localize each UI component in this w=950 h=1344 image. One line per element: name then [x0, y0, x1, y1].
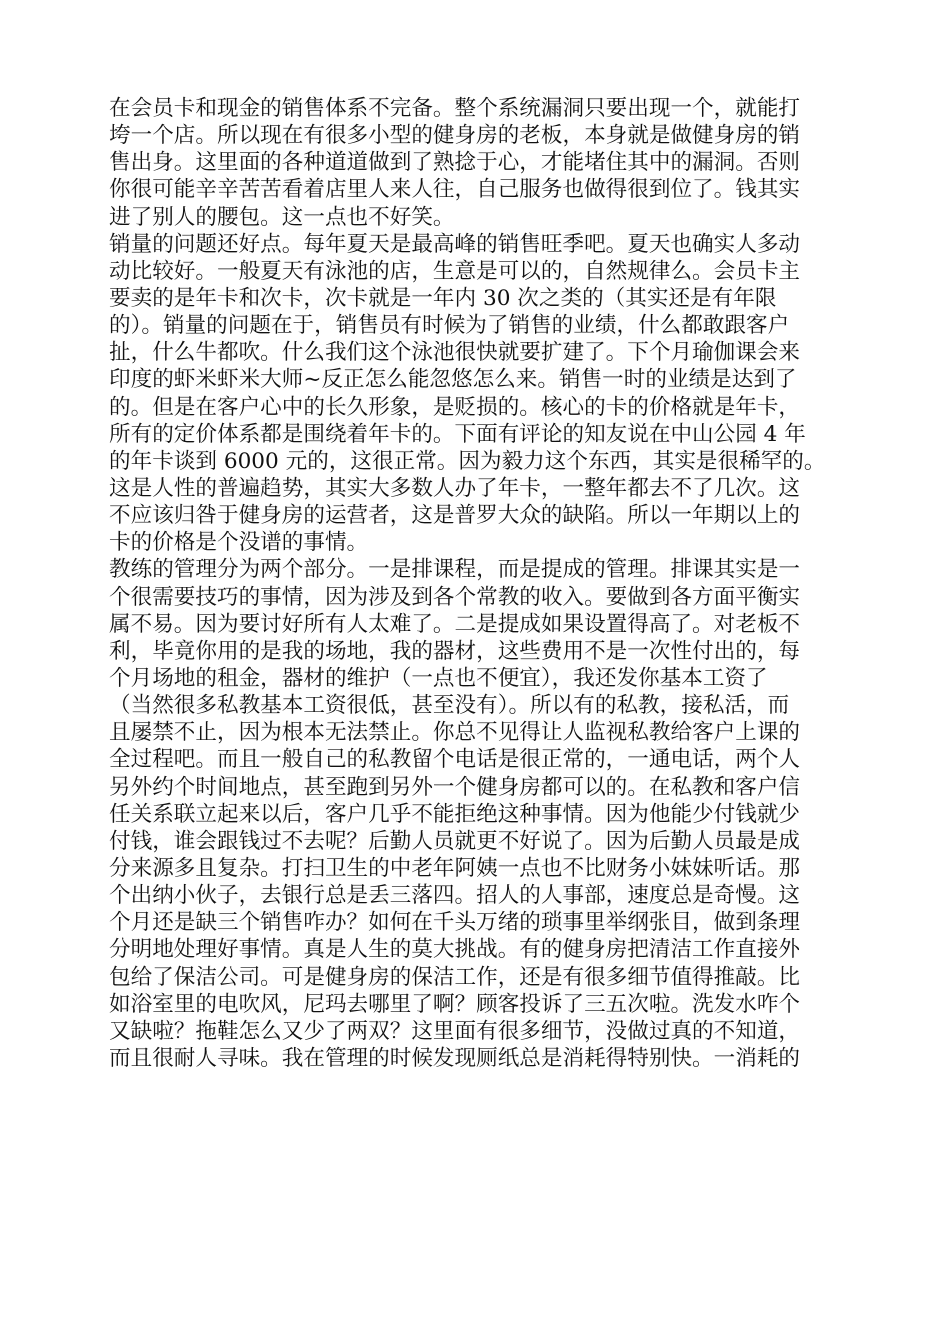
text-line: 分来源多且复杂。打扫卫生的中老年阿姨一点也不比财务小妹妹听话。那 [109, 855, 801, 881]
text-line: 个月场地的租金，器材的维护（一点也不便宜），我还发你基本工资了 [109, 665, 768, 691]
text-line: 且屡禁不止，因为根本无法禁止。你总不见得让人监视私教给客户上课的 [109, 720, 801, 746]
text-line: 全过程吧。而且一般自己的私教留个电话是很正常的，一通电话，两个人 [109, 747, 801, 773]
text-line: 任关系联立起来以后，客户几乎不能拒绝这种事情。因为他能少付钱就少 [109, 801, 801, 827]
body-text [109, 95, 889, 1072]
text-line: 垮一个店。所以现在有很多小型的健身房的老板，本身就是做健身房的销 [109, 123, 801, 149]
text-line: 又缺啦？拖鞋怎么又少了两双？这里面有很多细节，没做过真的不知道， [109, 1018, 801, 1044]
text-line: 的。但是在客户心中的长久形象，是贬损的。核心的卡的价格就是年卡， [109, 394, 801, 420]
text-line: 利，毕竟你用的是我的场地，我的器材，这些费用不是一次性付出的，每 [109, 638, 801, 664]
text-line: 分明地处理好事情。真是人生的莫大挑战。有的健身房把清洁工作直接外 [109, 937, 801, 963]
text-line: 的）。销量的问题在于，销售员有时候为了销售的业绩，什么都敢跟客户 [109, 313, 790, 339]
text-line: 在会员卡和现金的销售体系不完备。整个系统漏洞只要出现一个，就能打 [109, 96, 801, 121]
text-line: 动比较好。一般夏天有泳池的店，生意是可以的，自然规律么。会员卡主 [109, 258, 801, 284]
text-line: 扯，什么牛都吹。什么我们这个泳池很快就要扩建了。下个月瑜伽课会来 [109, 340, 801, 366]
text-line: 属不易。因为要讨好所有人太难了。二是提成如果设置得高了。对老板不 [109, 611, 801, 637]
text-line: 的年卡谈到 6000 元的，这很正常。因为毅力这个东西，其实是很稀罕的。 [109, 448, 826, 474]
text-line: 不应该归咎于健身房的运营者，这是普罗大众的缺陷。所以一年期以上的 [109, 503, 801, 529]
text-line: 另外约个时间地点，甚至跑到另外一个健身房都可以的。在私教和客户信 [109, 774, 801, 800]
text-line: 个月还是缺三个销售咋办？如何在千头万绪的琐事里举纲张目，做到条理 [109, 910, 801, 936]
text-line: 进了别人的腰包。这一点也不好笑。 [109, 204, 455, 230]
text-line: 个很需要技巧的事情，因为涉及到各个常教的收入。要做到各方面平衡实 [109, 584, 801, 610]
text-line: 要卖的是年卡和次卡，次卡就是一年内 30 次之类的（其实还是有年限 [109, 285, 777, 311]
text-line: 所有的定价体系都是围绕着年卡的。下面有评论的知友说在中山公园 4 年 [109, 421, 806, 447]
text-line: 个出纳小伙子，去银行总是丢三落四。招人的人事部，速度总是奇慢。这 [109, 883, 801, 909]
text-line: 如浴室里的电吹风，尼玛去哪里了啊？顾客投诉了三五次啦。洗发水咋个 [109, 991, 801, 1017]
text-line: 教练的管理分为两个部分。一是排课程，而是提成的管理。排课其实是一 [109, 557, 801, 583]
text-line: 印度的虾米虾米大师~反正怎么能忽悠怎么来。销售一时的业绩是达到了 [109, 367, 797, 393]
text-line: 包给了保洁公司。可是健身房的保洁工作，还是有很多细节值得推敲。比 [109, 964, 801, 990]
text-line: 销量的问题还好点。每年夏天是最高峰的销售旺季吧。夏天也确实人多动 [109, 231, 801, 257]
text-line: 而且很耐人寻味。我在管理的时候发现厕纸总是消耗得特别快。一消耗的 [109, 1045, 801, 1071]
text-line: 售出身。这里面的各种道道做到了熟捻于心，才能堵住其中的漏洞。否则 [109, 150, 801, 176]
text-line: 付钱，谁会跟钱过不去呢？后勤人员就更不好说了。因为后勤人员最是成 [109, 828, 801, 854]
text-line: 卡的价格是个没谱的事情。 [109, 530, 369, 556]
text-line: 你很可能辛辛苦苦看着店里人来人往，自己服务也做得很到位了。钱其实 [109, 177, 801, 203]
text-line: 这是人性的普遍趋势，其实大多数人办了年卡，一整年都去不了几次。这 [109, 475, 801, 501]
text-line: （当然很多私教基本工资很低，甚至没有）。所以有的私教，接私活，而 [109, 693, 790, 719]
